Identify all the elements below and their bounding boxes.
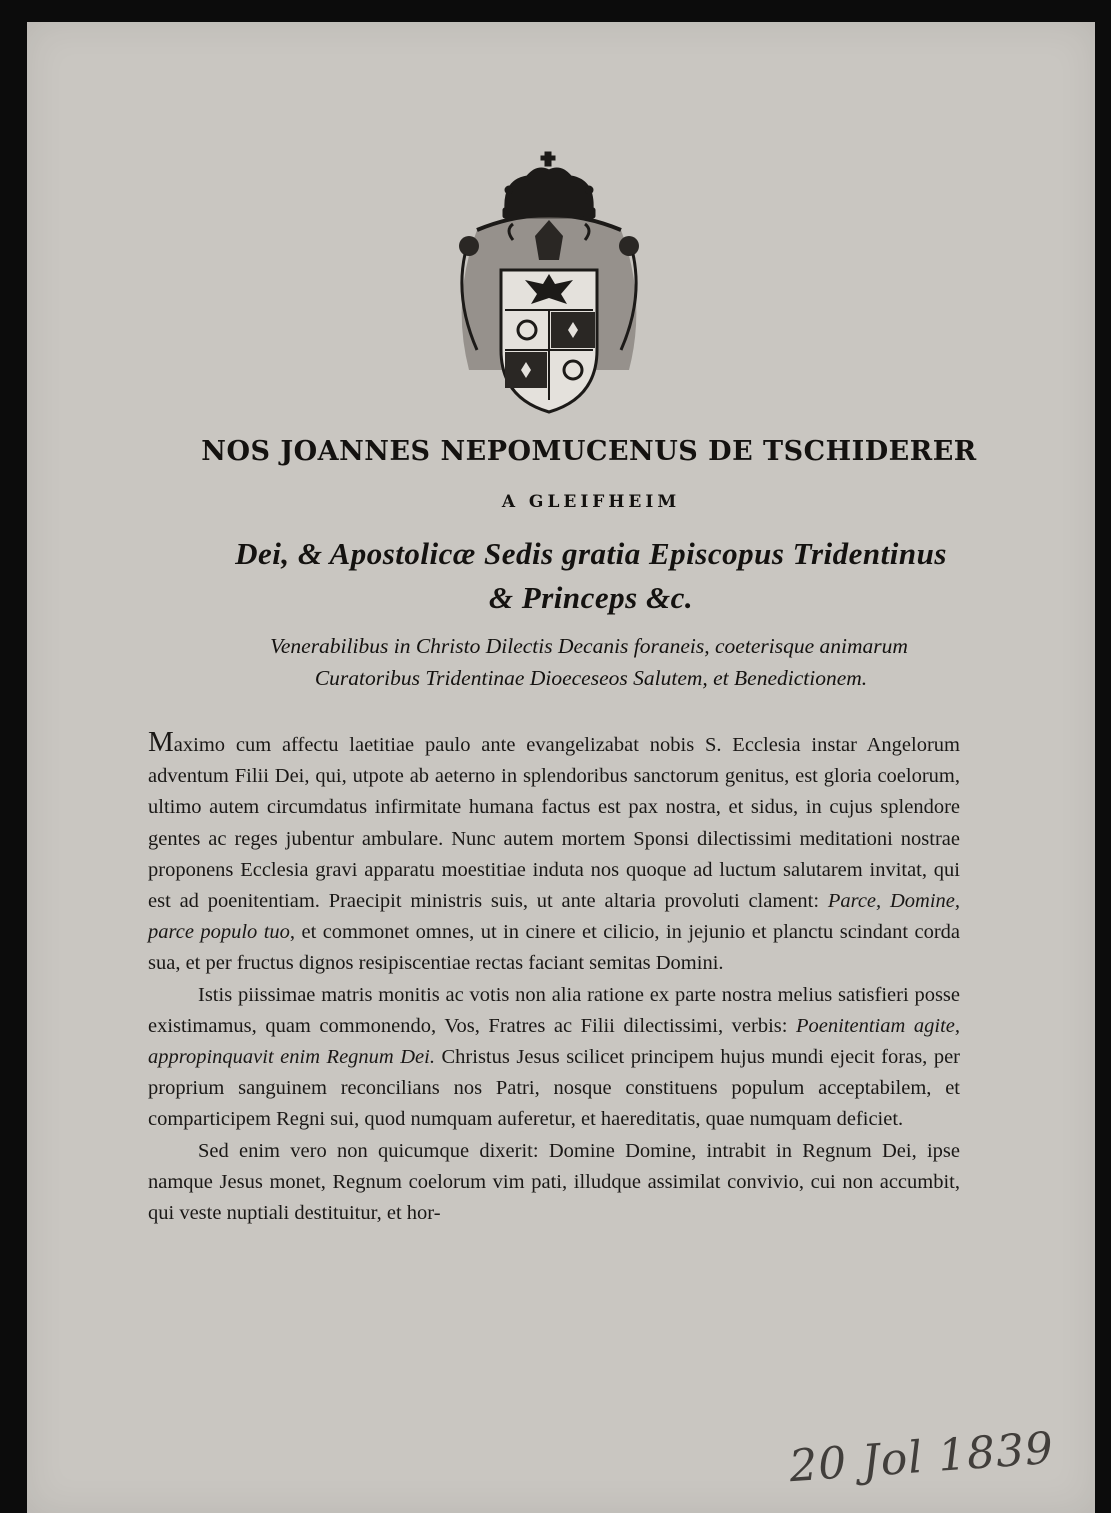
office-line-1: Dei, & Apostolicæ Sedis gratia Episcopus Tridentinus xyxy=(235,536,947,571)
bishop-place-heading: A GLEIFHEIM xyxy=(501,492,681,512)
bishop-name-heading: NOS JOANNES NEPOMUCENUS DE TSCHIDERER xyxy=(201,436,977,467)
drop-cap: M xyxy=(148,726,174,758)
handwritten-date: 20 Jol 1839 xyxy=(787,1422,1056,1493)
paragraph-1 xyxy=(148,726,960,980)
paragraph-1-text-a: aximo cum affectu laetitiae paulo ante evangelizabat nobis S. Ecclesia instar Angelorum adventum Filii Dei, qui, utpote ab aeterno in splendoribus sanctorum genitus, est gloria coelorum, ultimo autem circumdatus infirmitate humana factus est pax nostra, et sidus, in cujus splendore gentes ac reges jubentur ambulare. Nunc autem mortem Sponsi dilectissimi meditationi nostrae proponens Ecclesia gravi apparatu moestitiae induta nos quoque ad luctum salutarem invitat, qui est ad poenitentiam. Praecipit ministris suis, ut ante altaria provoluti clament: xyxy=(148,734,960,913)
paragraph-1-italic: Parce, Domine, parce populo tuo xyxy=(148,890,960,944)
paragraph-2-text-b: Christus Jesus scilicet principem hujus mundi ejecit foras, per proprium sanguinem reconcilians nos Patri, nosque constituens populum acceptabilem, et comparticipem Regni sui, quod numquam auferetur, et haereditatis, quae numquam deficiet. xyxy=(148,1046,960,1131)
paragraph-1-text-b: , et commonet omnes, ut in cinere et cilicio, in jejunio et planctu scindant corda sua, et per fructus dignos resipiscentiae rectas faciant semitas Domini. xyxy=(148,921,960,975)
greeting-line-1: Venerabilibus in Christo Dilectis Decanis foraneis, coeterisque animarum xyxy=(270,634,908,658)
paragraph-2-text-a: Istis piissimae matris monitis ac votis non alia ratione ex parte nostra melius satisfieri posse existimamus, quam commonendo, Vos, Fratres ac Filii dilectissimi, verbis: xyxy=(148,983,960,1037)
paragraph-3: Sed enim vero non quicumque dixerit: Domine Domine, intrabit in Regnum Dei, ipse namque Jesus monet, Regnum coelorum vim pati, illudque assimilat convivio, cui non accumbit, qui veste nuptiali destituitur, et hor- xyxy=(148,1139,960,1225)
office-line-2: & Princeps &c. xyxy=(488,580,694,615)
letter-body xyxy=(148,726,960,1229)
paragraph-2-italic: Poenitentiam agite, appropinquavit enim Regnum Dei. xyxy=(148,1014,960,1069)
paragraph-2 xyxy=(148,980,960,1136)
greeting-line-2: Curatoribus Tridentinae Dioeceseos Salutem, et Benedictionem. xyxy=(314,666,868,690)
document-page xyxy=(27,22,1095,1513)
coat-of-arms-emblem xyxy=(447,150,651,422)
